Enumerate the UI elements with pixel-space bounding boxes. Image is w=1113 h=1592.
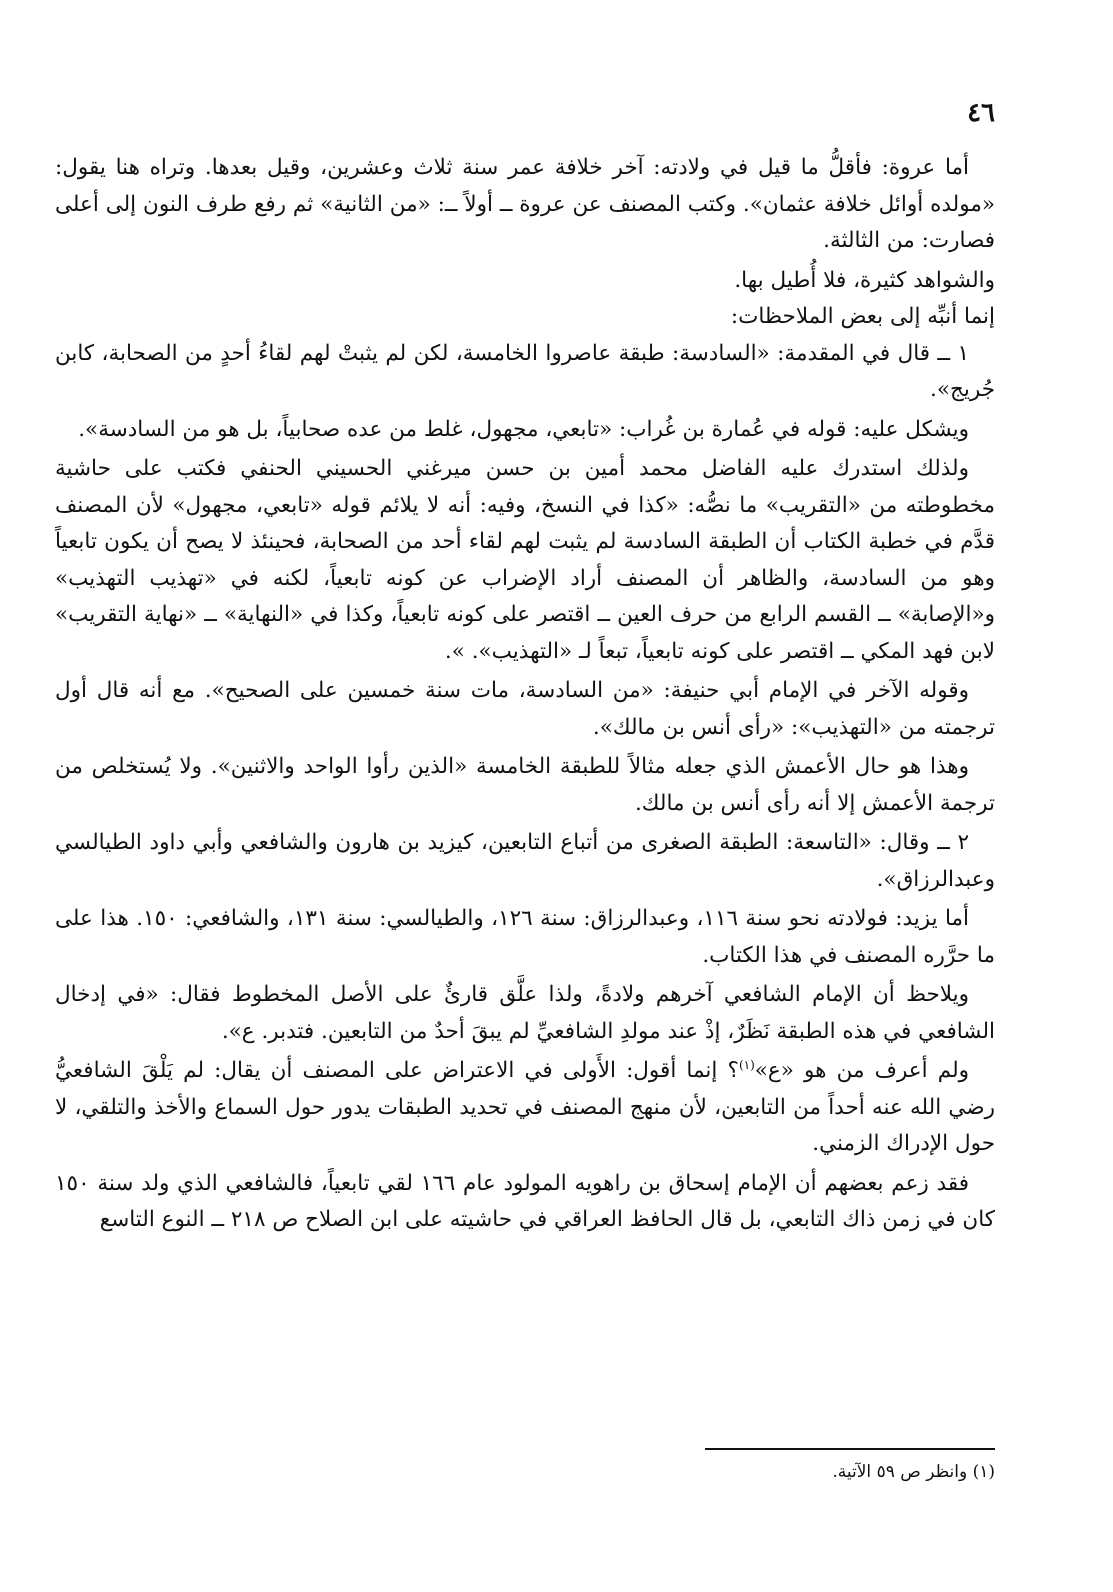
footnote: (١) وانظر ص ٥٩ الآتية. — [832, 1462, 995, 1482]
ayn-question-lead: ولم أعرف من هو «ع» — [754, 1058, 969, 1083]
paragraph-birth-years: أما يزيد: فولادته نحو سنة ١١٦، وعبدالرزاق: سنة ١٢٦، والطيالسي: سنة ١٣١، والشافعي: ١٥٠. هذا على ما حرَّره المصنف في هذا الكتاب. — [55, 906, 995, 968]
paragraph-note-2: ٢ ــ وقال: «التاسعة: الطبقة الصغرى من أتباع التابعين، كيزيد بن هارون والشافعي وأبي داود الطيالسي وعبدالرزاق». — [55, 830, 995, 892]
paragraph-urwa: أما عروة: فأقلُّ ما قيل في ولادته: آخر خلافة عمر سنة ثلاث وعشرين، وقيل بعدها. وتراه هنا يقول: «مولده أوائل خلافة عثمان». وكتب المصنف عن عروة ــ أولاً ــ: «من الثانية» ثم رفع طرف النون إلى أعلى فصارت: من الثالثة. — [55, 155, 995, 253]
paragraph-witnesses: والشواهد كثيرة، فلا أُطيل بها. — [734, 267, 995, 293]
paragraph-ishaq: فقد زعم بعضهم أن الإمام إسحاق بن راهويه المولود عام ١٦٦ لقي تابعياً، فالشافعي الذي ولد سنة ١٥٠ كان في زمن ذاك التابعي، بل قال الحافظ العراقي في حاشيته على ابن الصلاح ص ٢١٨ ــ النوع التاسع — [55, 1170, 995, 1232]
paragraph-amash: وهذا هو حال الأعمش الذي جعله مثالاً للطبقة الخامسة «الذين رأوا الواحد والاثنين». ولا يُستخلص من ترجمة الأعمش إلا أنه رأى أنس بن مالك. — [55, 754, 995, 816]
footnote-reference: (١) — [738, 1057, 755, 1072]
paragraph-abu-hanifa: وقوله الآخر في الإمام أبي حنيفة: «من السادسة، مات سنة خمسين على الصحيح». مع أنه قال أول ترجمته من «التهذيب»: «رأى أنس بن مالك». — [55, 678, 995, 740]
paragraph-shafii-latest: ويلاحظ أن الإمام الشافعي آخرهم ولادةً، ولذا علَّق قارئٌ على الأصل المخطوط فقال: «في إدخال الشافعي في هذه الطبقة نَظَرٌ، إذْ عند مولدِ الشافعيِّ لم يبقَ أحدٌ من التابعين. فتدبر. ع». — [55, 982, 995, 1044]
paragraph-ayn-question — [55, 1053, 995, 1163]
main-text-block — [55, 150, 995, 1242]
ayn-question-rest: ؟ إنما أقول: الأَولى في الاعتراض على المصنف أن يقال: لم يَلْقَ الشافعيُّ رضي الله عنه أحداً من التابعين، لأن منهج المصنف في تحديد الطبقات يدور حول السماع والأخذ والتلقي، لا حول الإدراك الزمني. — [55, 1058, 995, 1156]
paragraph-note-1: ١ ــ قال في المقدمة: «السادسة: طبقة عاصروا الخامسة، لكن لم يثبتْ لهم لقاءُ أحدٍ من الصحابة، كابن جُريج». — [55, 340, 995, 402]
paragraph-umara: ويشكل عليه: قوله في عُمارة بن غُراب: «تابعي، مجهول، غلط من عده صحابياً، بل هو من السادسة». — [78, 416, 969, 442]
page-number: ٤٦ — [967, 98, 995, 128]
paragraph-notes-intro: إنما أنبِّه إلى بعض الملاحظات: — [730, 304, 995, 329]
footnote-separator — [705, 1448, 995, 1450]
paragraph-mirghani: ولذلك استدرك عليه الفاضل محمد أمين بن حسن ميرغني الحسيني الحنفي فكتب على حاشية مخطوطته من «التقريب» ما نصُّه: «كذا في النسخ، وفيه: أنه لا يلائم قوله «تابعي، مجهول» لأن المصنف قدَّم في خطبة الكتاب أن الطبقة السادسة لم يثبت لهم لقاء أحد من الصحابة، فحينئذ لا يصح أن يكون تابعياً وهو من السادسة، والظاهر أن المصنف أراد الإضراب عن كونه تابعياً، لكنه في «تهذيب التهذيب» و«الإصابة» ــ القسم الرابع من حرف العين ــ اقتصر على كونه تابعياً، وكذا في «النهاية» ــ «نهاية التقريب» لابن فهد المكي ــ اقتصر على كونه تابعياً، تبعاً لـ «التهذيب». ». — [55, 456, 995, 664]
